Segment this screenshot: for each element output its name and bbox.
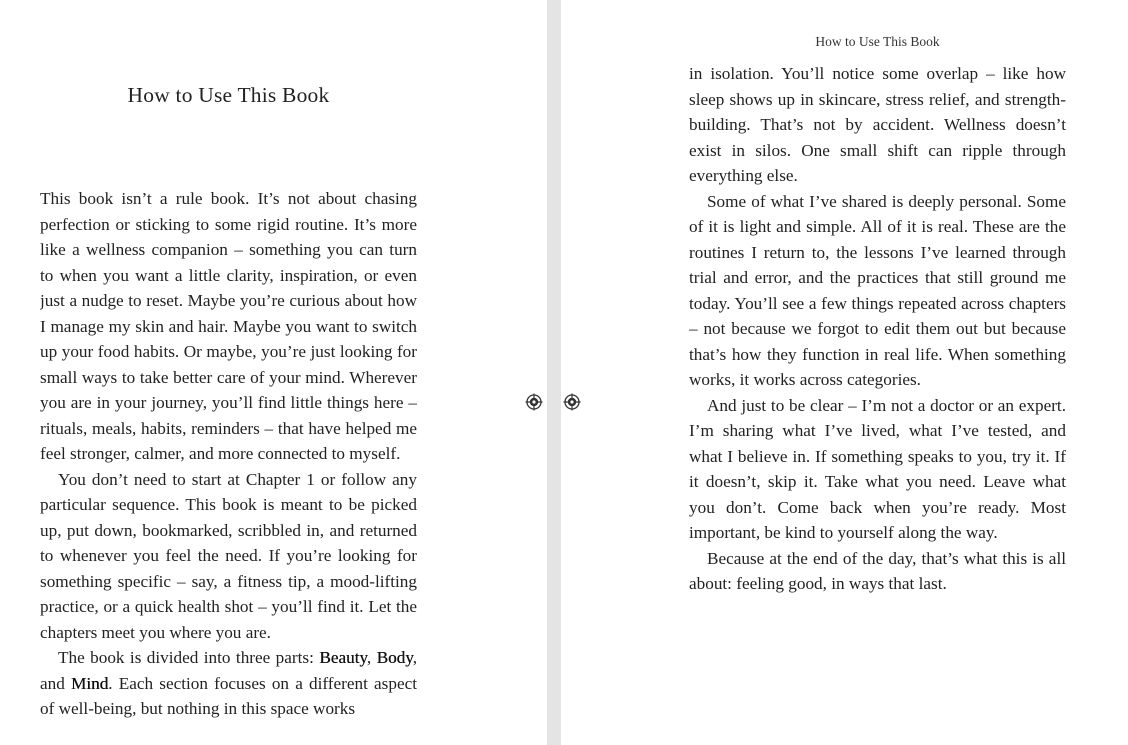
part-beauty: Beauty: [319, 648, 367, 667]
next-page-button[interactable]: [563, 393, 581, 411]
page-turn-target-icon: [525, 393, 543, 411]
paragraph: in isolation. You’ll notice some overlap – like how sleep shows up in skincare, stress relief, and strength-building. That’s not by accident. Wellness doesn’t exist in silos. One small shift can ripple through everything else.: [689, 64, 1066, 185]
chapter-title: How to Use This Book: [127, 83, 330, 107]
paragraph: This book isn’t a rule book. It’s not about chasing perfection or sticking to some rigid routine. It’s more like a wellness companion – something you can turn to when you want a little clarity, inspiration, or even just a nudge to reset. Maybe you’re curious about how I manage my skin and hair. Maybe you want to switch up your food habits. Or maybe, you’re just looking for small ways to take better care of your mind. Wherever you are in your journey, you’ll find little things here – rituals, meals, habits, reminders – that have helped me feel stronger, calmer, and more connected to myself.: [40, 189, 417, 463]
paragraph: Some of what I’ve shared is deeply personal. Some of it is light and simple. All of it is real. These are the routines I return to, the lessons I’ve learned through trial and error, and the practices that still ground me today. You’ll see a few things repeated across chapters – not because we forgot to edit them out but because that’s how they function in real life. When something works, it works across categories.: [689, 191, 1066, 389]
right-page-text: [689, 61, 1066, 621]
paragraph: [40, 645, 417, 722]
left-page-text: [40, 186, 417, 726]
right-page: [561, 0, 1128, 745]
part-mind: Mind: [71, 673, 109, 693]
left-page: [0, 0, 547, 745]
paragraph: And just to be clear – I’m not a doctor or an expert. I’m sharing what I’ve lived, what I’ve tested, and what I believe in. If something speaks to you, try it. If it doesn’t, skip it. Take what you need. Leave what you don’t. Come back when you’re ready. Most important, be kind to yourself along the way.: [689, 395, 1066, 542]
paragraph: Because at the end of the day, that’s what this is all about: feeling good, in ways that last.: [689, 548, 1066, 593]
running-head: How to Use This Book: [815, 34, 940, 49]
part-body: Body: [376, 648, 413, 667]
paragraph-text: The book is divided into three parts:: [58, 648, 320, 667]
page-gutter: [547, 0, 561, 745]
prev-page-button[interactable]: [525, 393, 543, 411]
paragraph: You don’t need to start at Chapter 1 or follow any particular sequence. This book is meant to be picked up, put down, bookmarked, scribbled in, and returned to whenever you feel the need. If you’re looking for something specific – say, a fitness tip, a mood-lifting practice, or a quick health shot – you’ll find it. Let the chapters meet you where you are.: [40, 469, 417, 642]
page-turn-target-icon: [563, 393, 581, 411]
paragraph-text: ,: [366, 648, 377, 667]
paragraph-text: . Each section focuses on a different aspect of well-being, but nothing in this space works: [40, 673, 417, 718]
paragraph-text: , and: [40, 648, 417, 693]
